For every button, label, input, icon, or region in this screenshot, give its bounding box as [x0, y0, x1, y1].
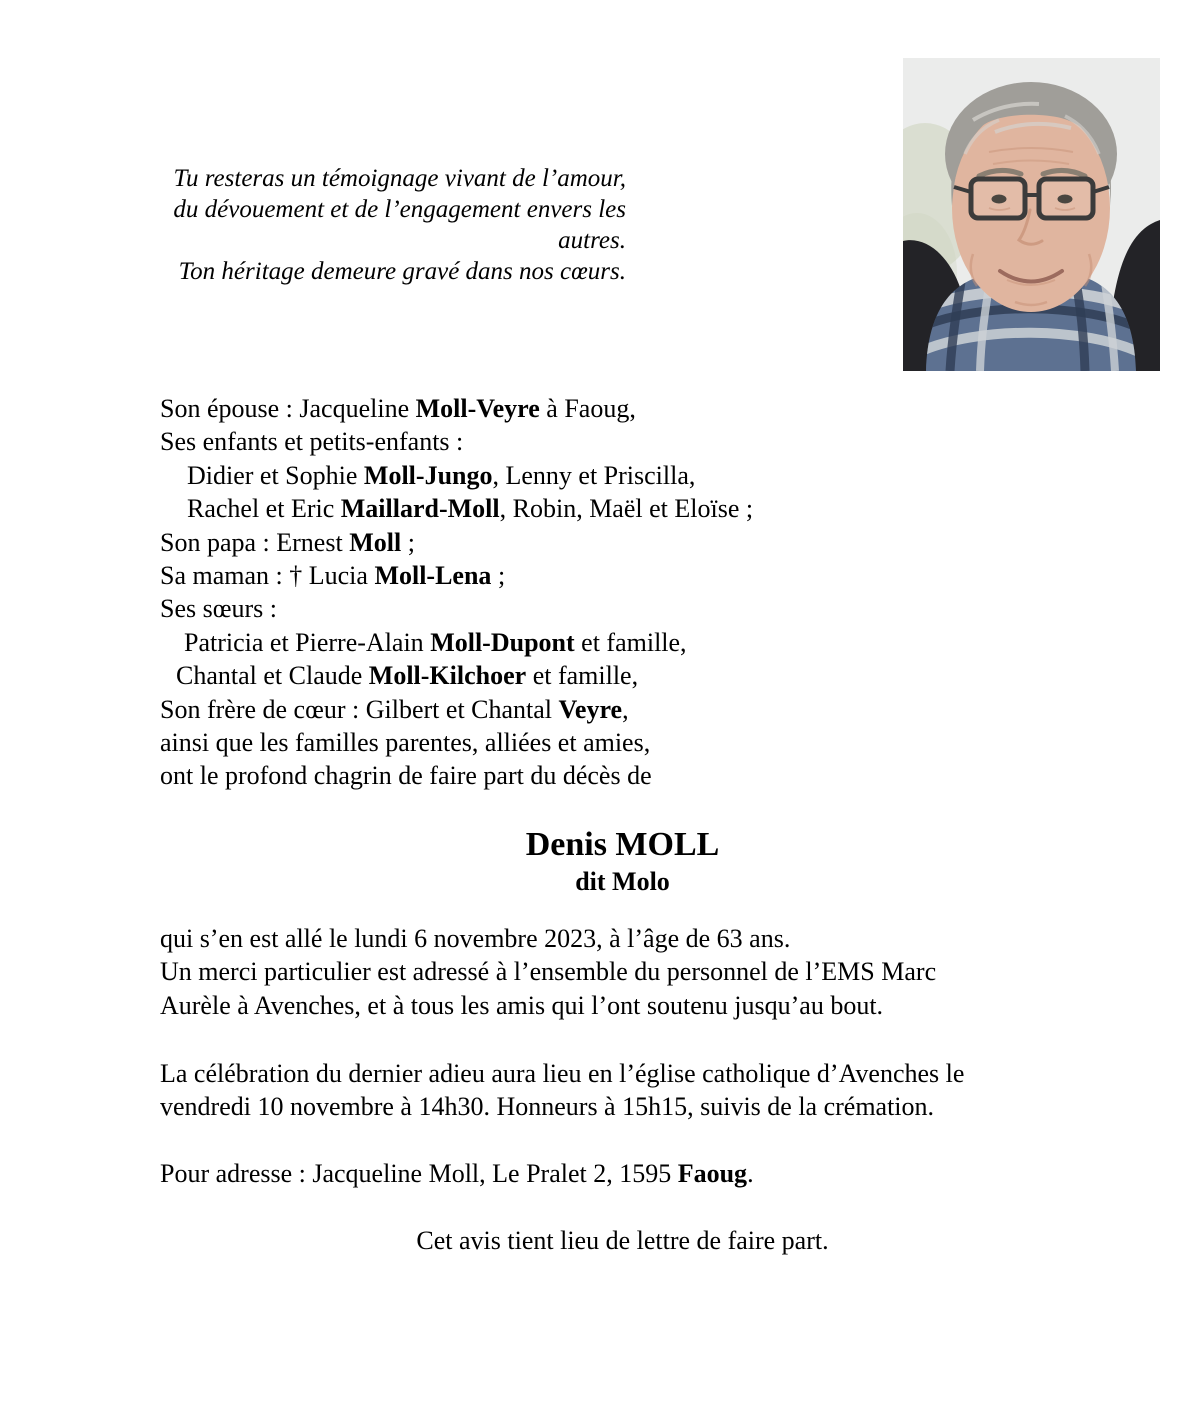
family-list-line	[160, 425, 753, 458]
family-list-line	[160, 693, 753, 726]
text-segment: .	[747, 1159, 754, 1188]
family-list-line	[160, 726, 753, 759]
text-segment: Didier et Sophie	[187, 460, 364, 490]
bold-name-segment: Moll-Dupont	[430, 627, 575, 657]
death-announcement-paragraph-line	[160, 922, 936, 955]
family-list-line	[160, 759, 753, 792]
bold-name-segment: Moll	[349, 527, 402, 557]
bold-name-segment: Veyre	[558, 694, 623, 724]
text-segment: Son frère de cœur : Gilbert et Chantal	[160, 694, 559, 724]
closing-line: Cet avis tient lieu de lettre de faire part.	[416, 1226, 829, 1255]
text-segment: Ses sœurs :	[160, 594, 278, 624]
death-announcement-paragraph	[160, 922, 936, 1022]
text-segment: Sa maman : † Lucia	[160, 561, 375, 591]
text-segment: Tu resteras un témoignage vivant de l’amour,	[173, 165, 626, 192]
text-segment: et famille,	[574, 627, 687, 657]
text-segment: du dévouement et de l’engagement envers les autres.	[173, 196, 633, 254]
death-announcement-paragraph-line	[160, 955, 936, 988]
text-segment: Aurèle à Avenches, et à tous les amis qui l’ont soutenu jusqu’au bout.	[160, 990, 884, 1020]
address-line-line	[160, 1157, 754, 1190]
epitaph	[140, 163, 633, 287]
family-list-line	[160, 459, 753, 492]
text-segment: ont le profond chagrin de faire part du décès de	[160, 761, 652, 791]
text-segment: à Faoug,	[539, 394, 636, 423]
text-segment: ;	[401, 527, 415, 557]
family-list	[160, 392, 753, 793]
text-segment: et famille,	[526, 661, 639, 691]
address-line	[160, 1157, 754, 1190]
text-segment: Pour adresse : Jacqueline Moll, Le Pralet 2, 1595	[160, 1159, 678, 1188]
family-list-line	[160, 392, 753, 425]
bold-name-segment: Moll-Veyre	[415, 394, 540, 423]
text-segment: Un merci particulier est adressé à l’ensemble du personnel de l’EMS Marc	[160, 957, 937, 987]
ceremony-paragraph-line	[160, 1090, 964, 1123]
family-list-line	[160, 526, 753, 559]
deceased-alias: dit Molo	[575, 867, 670, 896]
deceased-title-block	[160, 826, 1085, 898]
text-segment: Ton héritage demeure gravé dans nos cœurs.	[178, 258, 626, 285]
text-segment: La célébration du dernier adieu aura lieu en l’église catholique d’Avenches le	[160, 1059, 965, 1088]
portrait-photo	[903, 58, 1160, 371]
text-segment: , Robin, Maël et Eloïse ;	[499, 494, 754, 524]
text-segment: ,	[622, 694, 629, 724]
death-announcement-paragraph-line	[160, 989, 936, 1022]
epitaph-line	[140, 194, 633, 256]
bold-name-segment: Moll-Kilchoer	[368, 661, 527, 691]
text-segment: Son épouse : Jacqueline	[160, 394, 416, 423]
text-segment: ainsi que les familles parentes, alliées et amies,	[160, 728, 651, 758]
epitaph-line	[140, 163, 626, 194]
text-segment: vendredi 10 novembre à 14h30. Honneurs à 15h15, suivis de la crémation.	[160, 1092, 935, 1122]
text-segment: Rachel et Eric	[187, 494, 341, 524]
family-list-line	[160, 592, 753, 625]
deceased-name: Denis MOLL	[525, 826, 720, 863]
ceremony-paragraph-line	[160, 1057, 964, 1090]
portrait-illustration	[903, 58, 1160, 371]
family-list-line	[160, 559, 753, 592]
bold-name-segment: Moll-Lena	[374, 561, 492, 591]
text-segment: Patricia et Pierre-Alain	[184, 627, 431, 657]
text-segment: qui s’en est allé le lundi 6 novembre 2023, à l’âge de 63 ans.	[160, 924, 791, 953]
bold-name-segment: Moll-Jungo	[363, 460, 493, 490]
family-list-line	[160, 626, 753, 659]
text-segment: ;	[491, 561, 506, 591]
text-segment: , Lenny et Priscilla,	[492, 460, 696, 490]
family-list-line	[160, 492, 753, 525]
text-segment: Chantal et Claude	[176, 661, 369, 691]
text-segment: Ses enfants et petits-enfants :	[160, 427, 464, 457]
text-segment: Son papa : Ernest	[160, 527, 350, 557]
bold-name-segment: Faoug	[677, 1159, 748, 1188]
bold-name-segment: Maillard-Moll	[340, 494, 500, 524]
family-list-line	[160, 659, 753, 692]
ceremony-paragraph	[160, 1057, 964, 1124]
epitaph-line	[140, 256, 626, 287]
